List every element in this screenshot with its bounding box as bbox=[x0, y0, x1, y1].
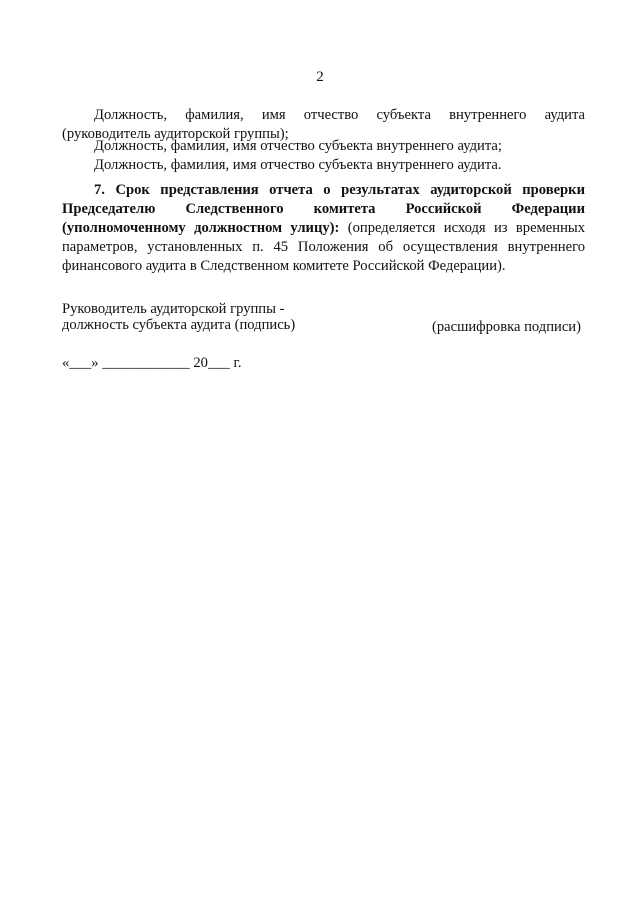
section-7-heading: 7. Срок представления отчета о результатах аудиторской проверки Председателю Следственного комитета Российской Федерации (уполномоченному должностном улицу): bbox=[62, 182, 585, 236]
section-7-body: (определяется исходя из временных параметров, установленных п. 45 Положения об осуществления внутреннего финансового аудита в Следственном комитете Российской Федерации). bbox=[62, 220, 585, 274]
date-line: «___» ____________ 20___ г. bbox=[62, 355, 242, 371]
paragraph-auditor-lead: Должность, фамилия, имя отчество субъекта внутреннего аудита (руководитель аудиторской группы); bbox=[62, 107, 585, 142]
signature-decoding-label: (расшифровка подписи) bbox=[432, 319, 581, 335]
page-number: 2 bbox=[316, 69, 324, 85]
paragraph-auditor-1: Должность, фамилия, имя отчество субъекта внутреннего аудита; bbox=[94, 138, 502, 154]
signature-role-line: Руководитель аудиторской группы - bbox=[62, 301, 285, 317]
section-7-paragraph bbox=[62, 181, 585, 276]
signature-position-line: должность субъекта аудита (подпись) bbox=[62, 317, 296, 333]
signature-block-left bbox=[62, 301, 362, 333]
paragraph-auditor-2: Должность, фамилия, имя отчество субъекта внутреннего аудита. bbox=[94, 157, 502, 173]
